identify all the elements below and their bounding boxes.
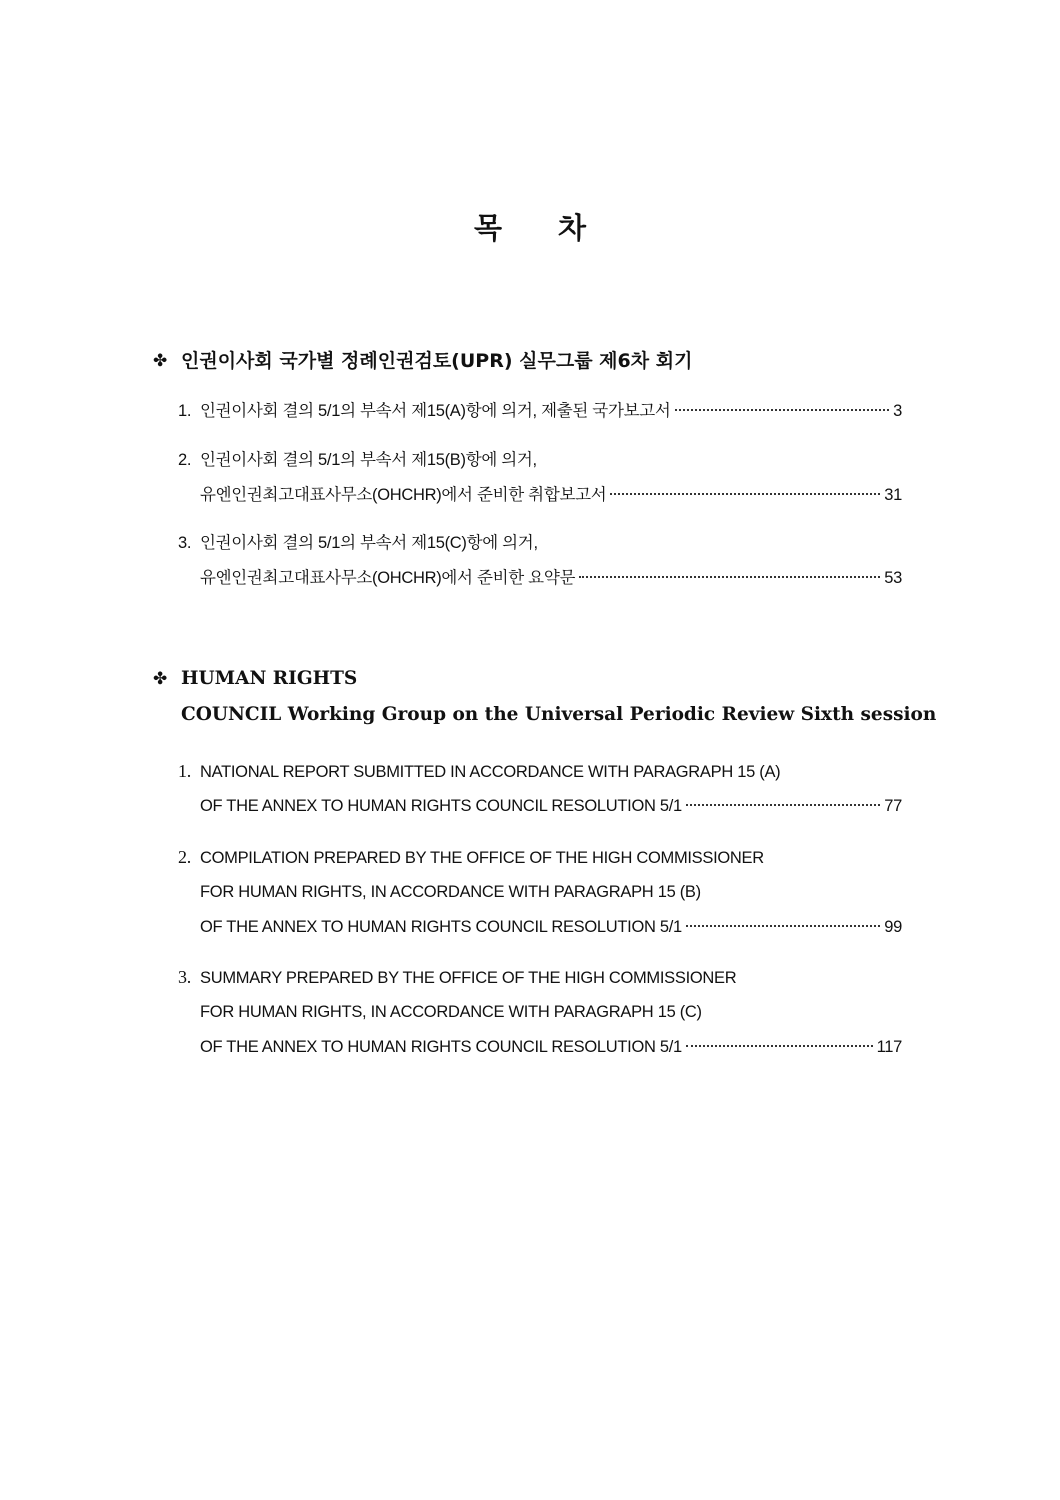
toc-entry-text: NATIONAL REPORT SUBMITTED IN ACCORDANCE WITH PARAGRAPH 15 (A): [200, 763, 781, 781]
toc-entry-text: 유엔인권최고대표사무소(OHCHR)에서 준비한 요약문: [200, 569, 576, 587]
dot-leader: [579, 576, 880, 578]
section-english: [153, 661, 953, 733]
toc-entry-number: 2.: [178, 451, 192, 469]
toc-page-number: 3: [893, 402, 902, 420]
toc-entry-ko-3[interactable]: [178, 526, 902, 596]
toc-entry-text: COMPILATION PREPARED BY THE OFFICE OF THE HIGH COMMISSIONER: [200, 849, 764, 867]
toc-entry-number: 3.: [178, 967, 191, 987]
toc-entry-text: 인권이사회 결의 5/1의 부속서 제15(C)항에 의거,: [200, 534, 538, 552]
dot-leader: [686, 925, 880, 927]
toc-entry-ko-1[interactable]: [178, 394, 902, 429]
toc-page-number: 77: [884, 797, 902, 815]
toc-entry-text: FOR HUMAN RIGHTS, IN ACCORDANCE WITH PARAGRAPH 15 (C): [200, 1003, 702, 1021]
toc-entry-en-2[interactable]: [178, 840, 902, 945]
dot-leader: [686, 1045, 873, 1047]
toc-entry-number: 1.: [178, 761, 191, 781]
section-heading-english-line-2: [153, 697, 953, 733]
toc-entry-text: OF THE ANNEX TO HUMAN RIGHTS COUNCIL RESOLUTION 5/1: [200, 1038, 682, 1056]
toc-entry-text: SUMMARY PREPARED BY THE OFFICE OF THE HIGH COMMISSIONER: [200, 969, 737, 987]
toc-entry-ko-2[interactable]: [178, 443, 902, 513]
section-korean: [153, 343, 953, 379]
section-heading-english: [153, 661, 953, 697]
toc-page-number: 53: [884, 569, 902, 587]
dot-leader: [675, 409, 890, 411]
section-heading-line-1: HUMAN RIGHTS: [181, 668, 358, 689]
page-title-part-2: 차: [558, 211, 587, 245]
toc-entry-text: 인권이사회 결의 5/1의 부속서 제15(A)항에 의거, 제출된 국가보고서: [200, 402, 671, 420]
bullet-icon: ✤: [153, 669, 168, 689]
toc-entry-text: OF THE ANNEX TO HUMAN RIGHTS COUNCIL RESOLUTION 5/1: [200, 797, 682, 815]
dot-leader: [610, 493, 880, 495]
toc-entry-number: 3.: [178, 534, 192, 552]
toc-entry-text: OF THE ANNEX TO HUMAN RIGHTS COUNCIL RESOLUTION 5/1: [200, 918, 682, 936]
toc-page-number: 117: [876, 1038, 902, 1056]
dot-leader: [686, 804, 880, 806]
toc-page-number: 31: [884, 486, 902, 504]
toc-page-number: 99: [884, 918, 902, 936]
toc-entry-number: 2.: [178, 847, 191, 867]
page-title-part-1: 목: [473, 211, 502, 245]
toc-entry-en-1[interactable]: [178, 754, 902, 824]
section-heading-line-2: COUNCIL Working Group on the Universal Periodic Review Sixth session: [181, 704, 937, 725]
toc-entry-text: 인권이사회 결의 5/1의 부속서 제15(B)항에 의거,: [200, 451, 537, 469]
page-title: [0, 206, 1060, 247]
toc-entry-text: 유엔인권최고대표사무소(OHCHR)에서 준비한 취합보고서: [200, 486, 607, 504]
section-heading-text: 인권이사회 국가별 정례인권검토(UPR) 실무그룹 제6차 회기: [181, 350, 693, 372]
bullet-icon: ✤: [153, 351, 168, 371]
section-heading-korean: [153, 343, 953, 379]
toc-entry-number: 1.: [178, 402, 192, 420]
toc-entry-en-3[interactable]: [178, 960, 902, 1065]
toc-entry-text: FOR HUMAN RIGHTS, IN ACCORDANCE WITH PARAGRAPH 15 (B): [200, 883, 701, 901]
